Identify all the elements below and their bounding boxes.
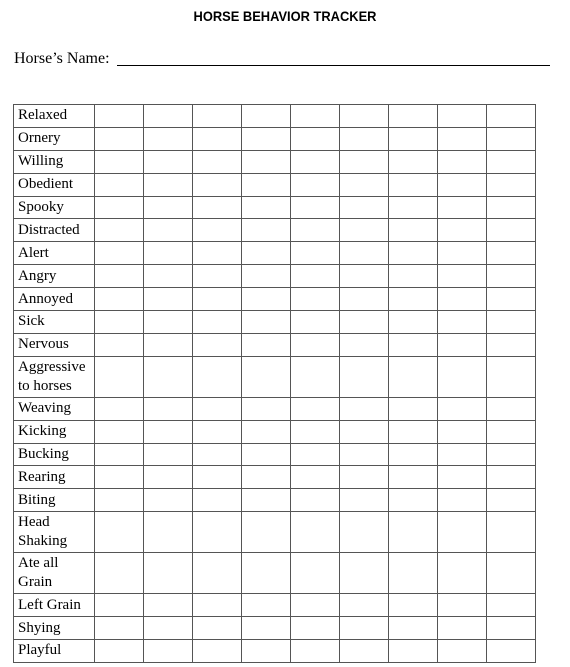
tracker-cell[interactable] xyxy=(95,489,144,512)
behavior-row xyxy=(14,640,536,663)
tracker-cell[interactable] xyxy=(144,553,193,594)
tracker-cell[interactable] xyxy=(487,333,536,356)
tracker-cell[interactable] xyxy=(340,288,389,311)
tracker-cell[interactable] xyxy=(389,356,438,397)
behavior-label: Weaving xyxy=(14,397,95,420)
tracker-cell[interactable] xyxy=(389,196,438,219)
tracker-cell[interactable] xyxy=(242,553,291,594)
tracker-cell[interactable] xyxy=(389,127,438,150)
tracker-cell[interactable] xyxy=(95,594,144,617)
behavior-label: Kicking xyxy=(14,420,95,443)
tracker-cell[interactable] xyxy=(193,196,242,219)
tracker-cell[interactable] xyxy=(193,333,242,356)
tracker-cell[interactable] xyxy=(291,173,340,196)
tracker-cell[interactable] xyxy=(95,553,144,594)
tracker-cell[interactable] xyxy=(487,443,536,466)
behavior-row xyxy=(14,397,536,420)
tracker-cell[interactable] xyxy=(438,512,487,553)
tracker-cell[interactable] xyxy=(144,594,193,617)
tracker-cell[interactable] xyxy=(193,443,242,466)
tracker-cell[interactable] xyxy=(291,617,340,640)
tracker-cell[interactable] xyxy=(389,640,438,663)
tracker-cell[interactable] xyxy=(242,420,291,443)
tracker-cell[interactable] xyxy=(340,617,389,640)
tracker-cell[interactable] xyxy=(487,127,536,150)
tracker-cell[interactable] xyxy=(193,594,242,617)
tracker-cell[interactable] xyxy=(340,443,389,466)
tracker-cell[interactable] xyxy=(95,311,144,334)
tracker-cell[interactable] xyxy=(291,265,340,288)
tracker-cell[interactable] xyxy=(144,466,193,489)
tracker-cell[interactable] xyxy=(144,196,193,219)
tracker-cell[interactable] xyxy=(291,219,340,242)
tracker-cell[interactable] xyxy=(340,127,389,150)
behavior-label: Playful xyxy=(14,640,95,663)
behavior-label: Sick xyxy=(14,311,95,334)
tracker-cell[interactable] xyxy=(487,617,536,640)
tracker-cell[interactable] xyxy=(340,512,389,553)
tracker-cell[interactable] xyxy=(389,489,438,512)
tracker-cell[interactable] xyxy=(242,617,291,640)
tracker-cell[interactable] xyxy=(291,466,340,489)
behavior-label: Spooky xyxy=(14,196,95,219)
tracker-cell[interactable] xyxy=(291,420,340,443)
tracker-cell[interactable] xyxy=(487,466,536,489)
tracker-cell[interactable] xyxy=(291,150,340,173)
tracker-cell[interactable] xyxy=(193,617,242,640)
behavior-row xyxy=(14,466,536,489)
tracker-cell[interactable] xyxy=(242,242,291,265)
tracker-cell[interactable] xyxy=(389,594,438,617)
horse-name-label: Horse’s Name: xyxy=(14,50,110,67)
tracker-cell[interactable] xyxy=(438,594,487,617)
tracker-cell[interactable] xyxy=(291,105,340,128)
tracker-cell[interactable] xyxy=(438,150,487,173)
tracker-cell[interactable] xyxy=(242,150,291,173)
tracker-cell[interactable] xyxy=(487,489,536,512)
tracker-cell[interactable] xyxy=(340,242,389,265)
behavior-label: Ate all Grain xyxy=(14,553,95,594)
tracker-cell[interactable] xyxy=(487,196,536,219)
tracker-cell[interactable] xyxy=(340,640,389,663)
page-title: HORSE BEHAVIOR TRACKER xyxy=(193,8,377,24)
behavior-label: Angry xyxy=(14,265,95,288)
behavior-row xyxy=(14,617,536,640)
tracker-cell[interactable] xyxy=(438,420,487,443)
tracker-cell[interactable] xyxy=(438,489,487,512)
tracker-cell[interactable] xyxy=(242,127,291,150)
behavior-label: Distracted xyxy=(14,219,95,242)
tracker-cell[interactable] xyxy=(389,265,438,288)
tracker-cell[interactable] xyxy=(389,242,438,265)
behavior-label: Nervous xyxy=(14,333,95,356)
tracker-cell[interactable] xyxy=(438,265,487,288)
tracker-cell[interactable] xyxy=(340,466,389,489)
behavior-row xyxy=(14,105,536,128)
tracker-cell[interactable] xyxy=(340,150,389,173)
tracker-cell[interactable] xyxy=(291,640,340,663)
tracker-cell[interactable] xyxy=(438,242,487,265)
behavior-label: Willing xyxy=(14,150,95,173)
tracker-cell[interactable] xyxy=(487,265,536,288)
tracker-cell[interactable] xyxy=(389,219,438,242)
tracker-cell[interactable] xyxy=(95,150,144,173)
tracker-cell[interactable] xyxy=(291,242,340,265)
behavior-row xyxy=(14,489,536,512)
tracker-cell[interactable] xyxy=(193,311,242,334)
tracker-cell[interactable] xyxy=(291,594,340,617)
tracker-cell[interactable] xyxy=(95,617,144,640)
tracker-cell[interactable] xyxy=(144,512,193,553)
tracker-cell[interactable] xyxy=(438,105,487,128)
tracker-cell[interactable] xyxy=(193,640,242,663)
tracker-cell[interactable] xyxy=(144,617,193,640)
tracker-cell[interactable] xyxy=(438,553,487,594)
behavior-row xyxy=(14,288,536,311)
behavior-row xyxy=(14,333,536,356)
tracker-cell[interactable] xyxy=(340,219,389,242)
tracker-cell[interactable] xyxy=(242,333,291,356)
tracker-cell[interactable] xyxy=(487,553,536,594)
tracker-cell[interactable] xyxy=(438,288,487,311)
tracker-cell[interactable] xyxy=(242,489,291,512)
behavior-row xyxy=(14,150,536,173)
tracker-cell[interactable] xyxy=(291,196,340,219)
behavior-label: Annoyed xyxy=(14,288,95,311)
tracker-cell[interactable] xyxy=(242,311,291,334)
behavior-label: Relaxed xyxy=(14,105,95,128)
tracker-cell[interactable] xyxy=(487,420,536,443)
tracker-cell[interactable] xyxy=(242,512,291,553)
tracker-cell[interactable] xyxy=(438,173,487,196)
tracker-cell[interactable] xyxy=(193,173,242,196)
tracker-cell[interactable] xyxy=(438,219,487,242)
tracker-cell[interactable] xyxy=(438,617,487,640)
tracker-cell[interactable] xyxy=(242,443,291,466)
tracker-cell[interactable] xyxy=(144,127,193,150)
behavior-label: Ornery xyxy=(14,127,95,150)
tracker-cell[interactable] xyxy=(144,356,193,397)
tracker-cell[interactable] xyxy=(193,288,242,311)
tracker-cell[interactable] xyxy=(389,617,438,640)
behavior-row xyxy=(14,127,536,150)
tracker-cell[interactable] xyxy=(144,333,193,356)
tracker-cell[interactable] xyxy=(438,196,487,219)
tracker-cell[interactable] xyxy=(340,356,389,397)
tracker-cell[interactable] xyxy=(438,640,487,663)
tracker-cell[interactable] xyxy=(95,333,144,356)
tracker-cell[interactable] xyxy=(340,594,389,617)
tracker-cell[interactable] xyxy=(95,466,144,489)
tracker-cell[interactable] xyxy=(193,150,242,173)
tracker-cell[interactable] xyxy=(291,397,340,420)
behavior-label: Alert xyxy=(14,242,95,265)
tracker-cell[interactable] xyxy=(389,397,438,420)
behavior-table xyxy=(13,104,536,663)
tracker-cell[interactable] xyxy=(291,333,340,356)
tracker-cell[interactable] xyxy=(193,397,242,420)
tracker-cell[interactable] xyxy=(340,489,389,512)
tracker-cell[interactable] xyxy=(438,356,487,397)
tracker-cell[interactable] xyxy=(487,219,536,242)
behavior-row xyxy=(14,173,536,196)
tracker-cell[interactable] xyxy=(95,397,144,420)
behavior-row xyxy=(14,219,536,242)
tracker-cell[interactable] xyxy=(144,150,193,173)
tracker-cell[interactable] xyxy=(193,512,242,553)
tracker-cell[interactable] xyxy=(291,356,340,397)
behavior-row xyxy=(14,196,536,219)
tracker-cell[interactable] xyxy=(144,265,193,288)
tracker-cell[interactable] xyxy=(242,356,291,397)
tracker-cell[interactable] xyxy=(144,489,193,512)
tracker-cell[interactable] xyxy=(438,311,487,334)
behavior-row xyxy=(14,265,536,288)
behavior-label: Biting xyxy=(14,489,95,512)
tracker-cell[interactable] xyxy=(438,443,487,466)
tracker-cell[interactable] xyxy=(95,196,144,219)
tracker-cell[interactable] xyxy=(242,265,291,288)
tracker-cell[interactable] xyxy=(389,443,438,466)
tracker-cell[interactable] xyxy=(487,594,536,617)
tracker-cell[interactable] xyxy=(242,173,291,196)
tracker-cell[interactable] xyxy=(95,127,144,150)
tracker-cell[interactable] xyxy=(193,420,242,443)
tracker-cell[interactable] xyxy=(95,640,144,663)
tracker-cell[interactable] xyxy=(389,173,438,196)
tracker-cell[interactable] xyxy=(95,356,144,397)
tracker-cell[interactable] xyxy=(144,288,193,311)
tracker-cell[interactable] xyxy=(487,397,536,420)
tracker-cell[interactable] xyxy=(193,242,242,265)
tracker-cell[interactable] xyxy=(438,127,487,150)
tracker-cell[interactable] xyxy=(144,105,193,128)
tracker-cell[interactable] xyxy=(291,443,340,466)
tracker-cell[interactable] xyxy=(389,512,438,553)
tracker-cell[interactable] xyxy=(95,443,144,466)
behavior-row xyxy=(14,242,536,265)
behavior-label: Obedient xyxy=(14,173,95,196)
tracker-cell[interactable] xyxy=(144,443,193,466)
tracker-cell[interactable] xyxy=(340,311,389,334)
behavior-row xyxy=(14,356,536,397)
tracker-cell[interactable] xyxy=(291,288,340,311)
behavior-row xyxy=(14,594,536,617)
tracker-cell[interactable] xyxy=(144,219,193,242)
tracker-cell[interactable] xyxy=(242,466,291,489)
tracker-cell[interactable] xyxy=(487,173,536,196)
tracker-cell[interactable] xyxy=(144,242,193,265)
tracker-cell[interactable] xyxy=(193,553,242,594)
tracker-cell[interactable] xyxy=(487,150,536,173)
behavior-row xyxy=(14,553,536,594)
tracker-cell[interactable] xyxy=(487,105,536,128)
tracker-cell[interactable] xyxy=(193,127,242,150)
behavior-label: Rearing xyxy=(14,466,95,489)
behavior-row xyxy=(14,512,536,553)
tracker-cell[interactable] xyxy=(389,466,438,489)
tracker-cell[interactable] xyxy=(193,489,242,512)
horse-name-line[interactable] xyxy=(117,65,550,66)
tracker-cell[interactable] xyxy=(340,265,389,288)
tracker-cell[interactable] xyxy=(487,356,536,397)
tracker-cell[interactable] xyxy=(438,333,487,356)
tracker-cell[interactable] xyxy=(487,512,536,553)
tracker-cell[interactable] xyxy=(242,105,291,128)
tracker-cell[interactable] xyxy=(389,333,438,356)
tracker-cell[interactable] xyxy=(487,311,536,334)
tracker-cell[interactable] xyxy=(340,173,389,196)
tracker-cell[interactable] xyxy=(95,105,144,128)
tracker-cell[interactable] xyxy=(389,420,438,443)
tracker-cell[interactable] xyxy=(291,512,340,553)
behavior-label: Shying xyxy=(14,617,95,640)
tracker-cell[interactable] xyxy=(340,397,389,420)
tracker-cell[interactable] xyxy=(144,640,193,663)
tracker-cell[interactable] xyxy=(95,219,144,242)
tracker-cell[interactable] xyxy=(95,173,144,196)
tracker-cell[interactable] xyxy=(340,333,389,356)
tracker-cell[interactable] xyxy=(95,242,144,265)
behavior-row xyxy=(14,420,536,443)
tracker-cell[interactable] xyxy=(389,150,438,173)
tracker-cell[interactable] xyxy=(487,288,536,311)
tracker-cell[interactable] xyxy=(242,219,291,242)
tracker-cell[interactable] xyxy=(242,196,291,219)
tracker-cell[interactable] xyxy=(242,288,291,311)
tracker-cell[interactable] xyxy=(389,105,438,128)
behavior-label: Bucking xyxy=(14,443,95,466)
behavior-label: Aggressive to horses xyxy=(14,356,95,397)
tracker-cell[interactable] xyxy=(291,311,340,334)
tracker-cell[interactable] xyxy=(438,397,487,420)
tracker-cell[interactable] xyxy=(95,512,144,553)
tracker-cell[interactable] xyxy=(340,553,389,594)
tracker-cell[interactable] xyxy=(389,553,438,594)
tracker-cell[interactable] xyxy=(340,420,389,443)
tracker-cell[interactable] xyxy=(95,265,144,288)
behavior-row xyxy=(14,443,536,466)
tracker-cell[interactable] xyxy=(193,466,242,489)
tracker-cell[interactable] xyxy=(291,127,340,150)
tracker-cell[interactable] xyxy=(95,288,144,311)
horse-name-row xyxy=(14,50,550,70)
tracker-cell[interactable] xyxy=(487,242,536,265)
tracker-cell[interactable] xyxy=(144,420,193,443)
tracker-cell[interactable] xyxy=(193,219,242,242)
tracker-cell[interactable] xyxy=(95,420,144,443)
tracker-cell[interactable] xyxy=(144,397,193,420)
tracker-cell[interactable] xyxy=(242,594,291,617)
tracker-cell[interactable] xyxy=(193,105,242,128)
tracker-cell[interactable] xyxy=(389,311,438,334)
tracker-cell[interactable] xyxy=(487,640,536,663)
behavior-table-body xyxy=(14,105,536,663)
tracker-cell[interactable] xyxy=(242,640,291,663)
behavior-row xyxy=(14,311,536,334)
tracker-cell[interactable] xyxy=(291,489,340,512)
tracker-cell[interactable] xyxy=(144,173,193,196)
tracker-cell[interactable] xyxy=(291,553,340,594)
tracker-cell[interactable] xyxy=(193,356,242,397)
tracker-cell[interactable] xyxy=(389,288,438,311)
tracker-cell[interactable] xyxy=(340,105,389,128)
tracker-cell[interactable] xyxy=(242,397,291,420)
tracker-cell[interactable] xyxy=(340,196,389,219)
behavior-label: Head Shaking xyxy=(14,512,95,553)
tracker-cell[interactable] xyxy=(144,311,193,334)
tracker-cell[interactable] xyxy=(438,466,487,489)
tracker-cell[interactable] xyxy=(193,265,242,288)
behavior-label: Left Grain xyxy=(14,594,95,617)
